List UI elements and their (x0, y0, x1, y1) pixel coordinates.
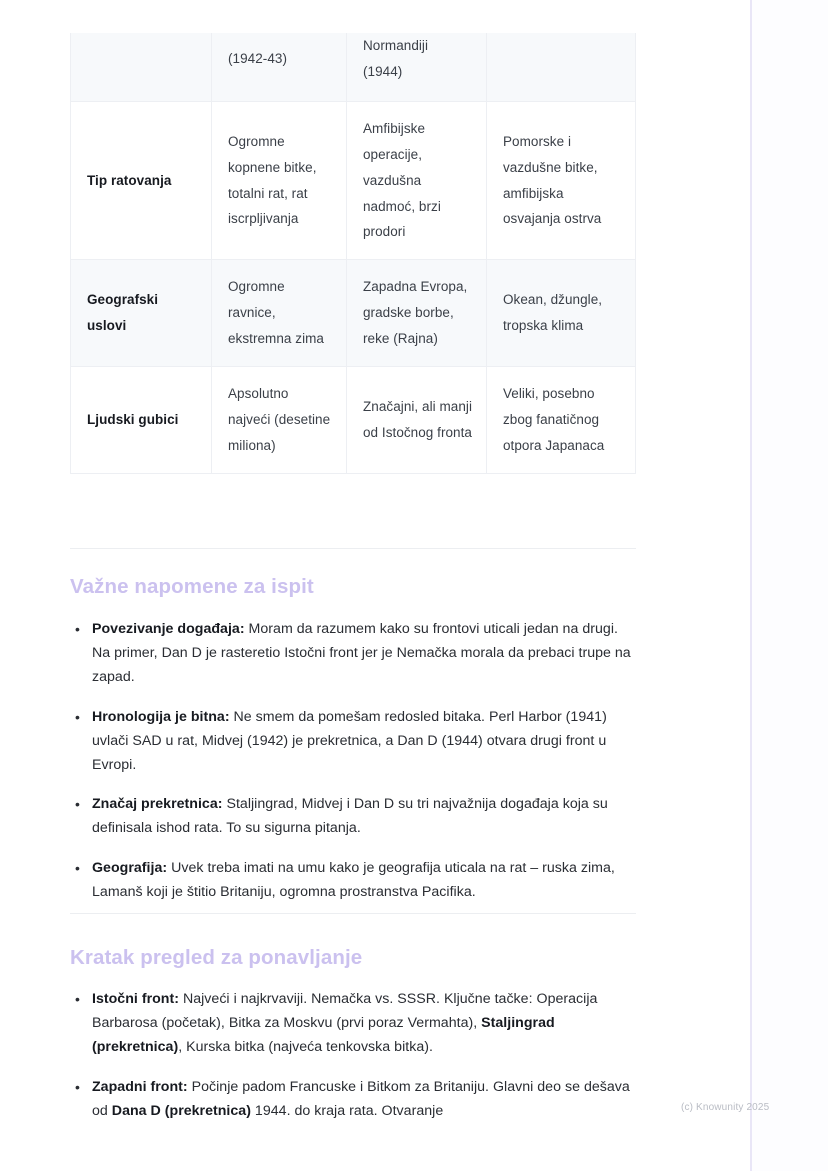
table-cell: Ogromne ravnice, ekstremna zima (212, 260, 347, 367)
bullet-icon: • (75, 859, 80, 876)
bullet-icon: • (75, 708, 80, 725)
bullet-icon: • (75, 621, 80, 637)
list-item: • Zapadni front: Počinje padom Francuske i Bitkom za Britaniju. Glavni deo se dešava od Dana D (prekretnica) 1944. do kraja rata. Otvaranje (70, 1075, 636, 1123)
list-item: • Istočni front: Najveći i najkrvaviji. Nemačka vs. SSSR. Ključne tačke: Operacija Barbarosa (početak), Bitka za Moskvu (prvi poraz Vermahta), Staljingrad (prekretnica), Kurska bitka (najveća tenkovska bitka). (70, 987, 636, 1060)
list-item-lead: Povezivanje događaja: (92, 621, 245, 637)
table-row-header (71, 33, 212, 101)
list-item: • Hronologija je bitna: Ne smem da pomešam redosled bitaka. Perl Harbor (1941) uvlači SAD u rat, Midvej (1942) je prekretnica, a Dan D (1944) otvara drugi front u Evropi. (70, 705, 636, 778)
list-item-lead: Zapadni front: (92, 1078, 188, 1095)
table-row-header: Ljudski gubici (71, 367, 212, 474)
table-row-header: Tip ratovanja (71, 101, 212, 260)
bullet-icon: • (75, 796, 80, 813)
list-item-lead: Geografija: (92, 859, 168, 876)
section-divider-1 (70, 548, 636, 549)
list-item-lead: Hronologija je bitna: (92, 708, 230, 725)
table-row (71, 33, 636, 101)
table-row (71, 260, 636, 367)
exam-notes-list (70, 617, 636, 904)
page-right-wash (751, 0, 828, 1171)
table-cell: Okean, džungle, tropska klima (487, 260, 636, 367)
table-cell: Veliki, posebno zbog fanatičnog otpora Japanaca (487, 367, 636, 474)
table-cell: Amfibijske operacije, vazdušna nadmoć, brzi prodori (347, 101, 487, 260)
comparison-table-container (70, 33, 635, 474)
comparison-table (70, 33, 636, 474)
quick-review-list (70, 987, 636, 1123)
section-title-exam-notes: Važne napomene za ispit (70, 575, 314, 598)
list-item: • Značaj prekretnica: Staljingrad, Midvej i Dan D su tri najvažnija događaja koja su definisala ishod rata. To su sigurna pitanja. (70, 792, 636, 840)
table-row (71, 101, 636, 260)
list-item-lead: Značaj prekretnica: (92, 796, 223, 813)
list-item-lead: Istočni front: (92, 991, 179, 1007)
section-title-quick-review: Kratak pregled za ponavljanje (70, 946, 363, 969)
table-cell: Značajni, ali manji od Istočnog fronta (347, 367, 487, 474)
table-row-header: Geografski uslovi (71, 260, 212, 367)
table-row (71, 367, 636, 474)
table-cell (487, 33, 636, 101)
list-item-emphasis: Staljingrad (prekretnica) (92, 1015, 555, 1056)
table-cell: Zapadna Evropa, gradske borbe, reke (Rajna) (347, 260, 487, 367)
list-item-emphasis: Dana D (prekretnica) (111, 1102, 251, 1119)
table-cell: Normandiji (1944) (347, 33, 487, 101)
bullet-icon: • (75, 1078, 80, 1095)
table-cell: (1942-43) (212, 33, 347, 101)
list-item: • Povezivanje događaja: Moram da razumem kako su frontovi uticali jedan na drugi. Na primer, Dan D je rasteretio Istočni front jer je Nemačka morala da prebaci trupe na zapad. (70, 617, 636, 690)
table-cell: Ogromne kopnene bitke, totalni rat, rat iscrpljivanja (212, 101, 347, 260)
table-cell: Pomorske i vazdušne bitke, amfibijska osvajanja ostrva (487, 101, 636, 260)
list-item: • Geografija: Uvek treba imati na umu kako je geografija uticala na rat – ruska zima, Lamanš koji je štitio Britaniju, ogromna prostranstva Pacifika. (70, 856, 636, 904)
copyright-watermark: (c) Knowunity 2025 (681, 1102, 770, 1113)
section-divider-2 (70, 913, 636, 914)
page-guide-line (750, 0, 752, 1171)
table-cell: Apsolutno najveći (desetine miliona) (212, 367, 347, 474)
bullet-icon: • (75, 991, 80, 1007)
